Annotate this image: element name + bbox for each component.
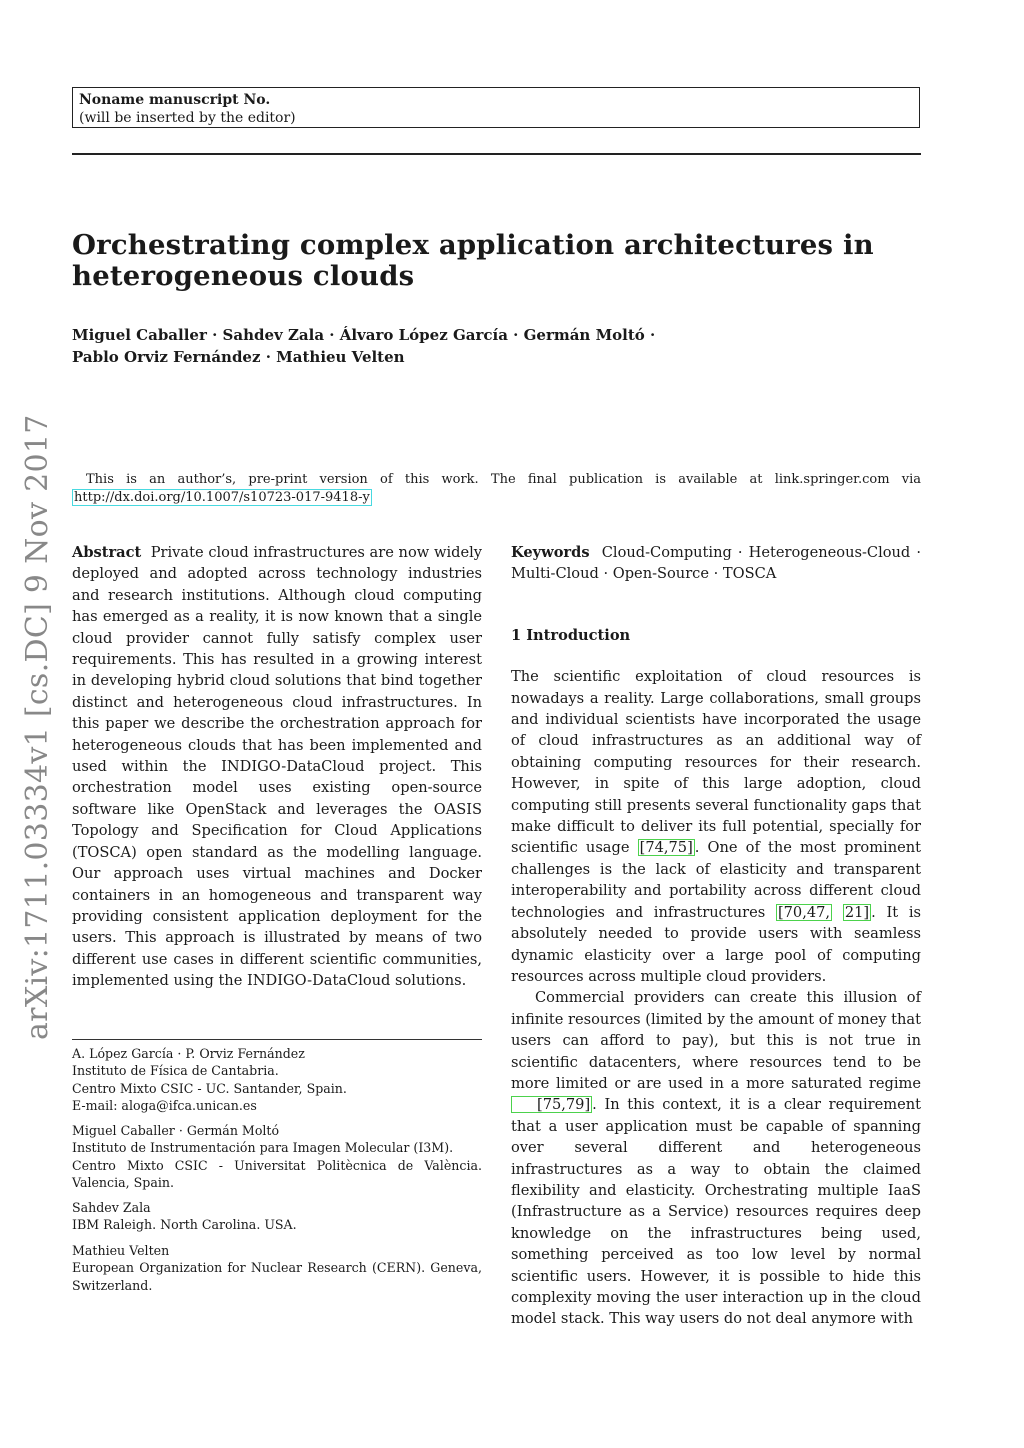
intro-text: The scientific exploitation of cloud resources is nowadays a reality. Large collaborations, small groups and individual scientists have incorporated the usage of cloud infrastructures as an additional way of obtaining computing resources for their research. However, in spite of this large adoption, cloud computing still presents several functionality gaps that make difficult to deliver its full potential, specially for scientific usage: [511, 668, 921, 857]
abstract-paragraph: [72, 542, 482, 992]
citation-link[interactable]: [75,79]: [511, 1096, 592, 1113]
author-list: [72, 324, 932, 368]
citation-link[interactable]: [74,75]: [639, 839, 693, 857]
affiliation-names: Sahdev Zala: [72, 1200, 151, 1215]
doi-link[interactable]: http://dx.doi.org/10.1007/s10723-017-9418-y: [74, 490, 370, 505]
intro-paragraph-1: [511, 666, 921, 987]
abstract-column: [72, 542, 482, 992]
affiliation-names: A. López García · P. Orviz Fernández: [72, 1046, 305, 1061]
header-rule: [72, 153, 921, 155]
manuscript-header-box: [72, 87, 920, 128]
intro-text: . It is absolutely needed to provide users with seamless dynamic elasticity over a large pool of computing resources across multiple cloud providers.: [511, 903, 922, 985]
affiliation-names: Mathieu Velten: [72, 1243, 170, 1258]
paper-title-line-2: heterogeneous clouds: [72, 260, 415, 292]
affiliation-line: European Organization for Nuclear Research (CERN). Geneva, Switzerland.: [72, 1260, 482, 1293]
affiliation-line: Instituto de Instrumentación para Imagen Molecular (I3M).: [72, 1140, 454, 1156]
author-line-2: Pablo Orviz Fernández · Mathieu Velten: [72, 348, 405, 366]
paper-title-line-1: Orchestrating complex application architectures in: [72, 229, 874, 261]
affiliation-line: Centro Mixto CSIC - Universitat Politècnica de València. Valencia, Spain.: [72, 1157, 482, 1190]
paper-title: [72, 230, 932, 292]
affiliation-1: [72, 1045, 482, 1114]
arxiv-identifier: arXiv:1711.03334v1 [cs.DC] 9 Nov 2017: [20, 414, 55, 1040]
affiliation-line: Centro Mixto CSIC - UC. Santander, Spain.: [72, 1080, 347, 1096]
affiliation-line: IBM Raleigh. North Carolina. USA.: [72, 1217, 297, 1233]
keywords-paragraph: [511, 542, 921, 585]
abstract-label: Abstract: [72, 544, 142, 561]
affiliation-line: Instituto de Física de Cantabria.: [72, 1063, 279, 1079]
affiliation-3: [72, 1199, 482, 1234]
right-column: [511, 542, 921, 1330]
intro-text: Commercial providers can create this illusion of infinite resources (limited by the amount of money that users can afford to pay), but this is not true in scientific datacenters, where resources tend to be more limited or are used in a more saturated regime: [511, 989, 921, 1092]
keywords-text: Cloud-Computing · Heterogeneous-Cloud · Multi-Cloud · Open-Source · TOSCA: [511, 544, 921, 583]
affiliation-names: Miguel Caballer · Germán Moltó: [72, 1123, 280, 1138]
author-line-1: Miguel Caballer · Sahdev Zala · Álvaro López García · Germán Moltó ·: [72, 326, 656, 344]
preprint-note: [72, 471, 921, 507]
intro-paragraph-2: [511, 987, 921, 1330]
editor-note: (will be inserted by the editor): [79, 110, 296, 126]
citation-link[interactable]: [70,47,: [777, 903, 831, 921]
footnote-rule: [72, 1039, 482, 1040]
abstract-text: Private cloud infrastructures are now widely deployed and adopted across technology industries and research institutions. Although cloud computing has emerged as a reality, it is now known that a single cloud provider cannot fully satisfy complex user requirements. This has resulted in a growing interest in developing hybrid cloud solutions that bind together distinct and heterogeneous cloud infrastructures. In this paper we describe the orchestration approach for heterogeneous clouds that has been implemented and used within the INDIGO-DataCloud project. This orchestration model uses existing open-source software like OpenStack and leverages the OASIS Topology and Specification for Cloud Applications (TOSCA) open standard as the modelling language. Our approach uses virtual machines and Docker containers in an homogeneous and transparent way providing consistent application deployment for the users. This approach is illustrated by means of two different use cases in different scientific communities, implemented using the INDIGO-DataCloud solutions.: [72, 544, 482, 990]
affiliation-4: [72, 1242, 482, 1294]
intro-text: . One of the most prominent challenges is the lack of elasticity and transparent interoperability and portability across different cloud technologies and infrastructures: [511, 839, 922, 921]
preprint-note-text: This is an author’s, pre-print version of this work. The final publication is available at link.springer.com via: [86, 472, 921, 487]
citation-link[interactable]: 21]: [844, 903, 870, 921]
affiliation-email: E-mail: aloga@ifca.unican.es: [72, 1097, 257, 1113]
section-heading-introduction: 1 Introduction: [511, 626, 631, 644]
keywords-label: Keywords: [511, 544, 590, 561]
affiliation-2: [72, 1122, 482, 1191]
manuscript-number-label: Noname manuscript No.: [79, 92, 271, 108]
intro-text: . In this context, it is a clear requirement that a user application must be capable of spanning over several different and heterogeneous infrastructures as a way to obtain the claimed flexibility and elasticity. Orchestrating multiple IaaS (Infrastructure as a Service) resources requires deep knowledge on the infrastructures being used, something perceived as too low level by normal scientific users. However, it is possible to hide this complexity moving the user interaction up in the cloud model stack. This way users do not deal anymore with: [511, 1096, 921, 1328]
